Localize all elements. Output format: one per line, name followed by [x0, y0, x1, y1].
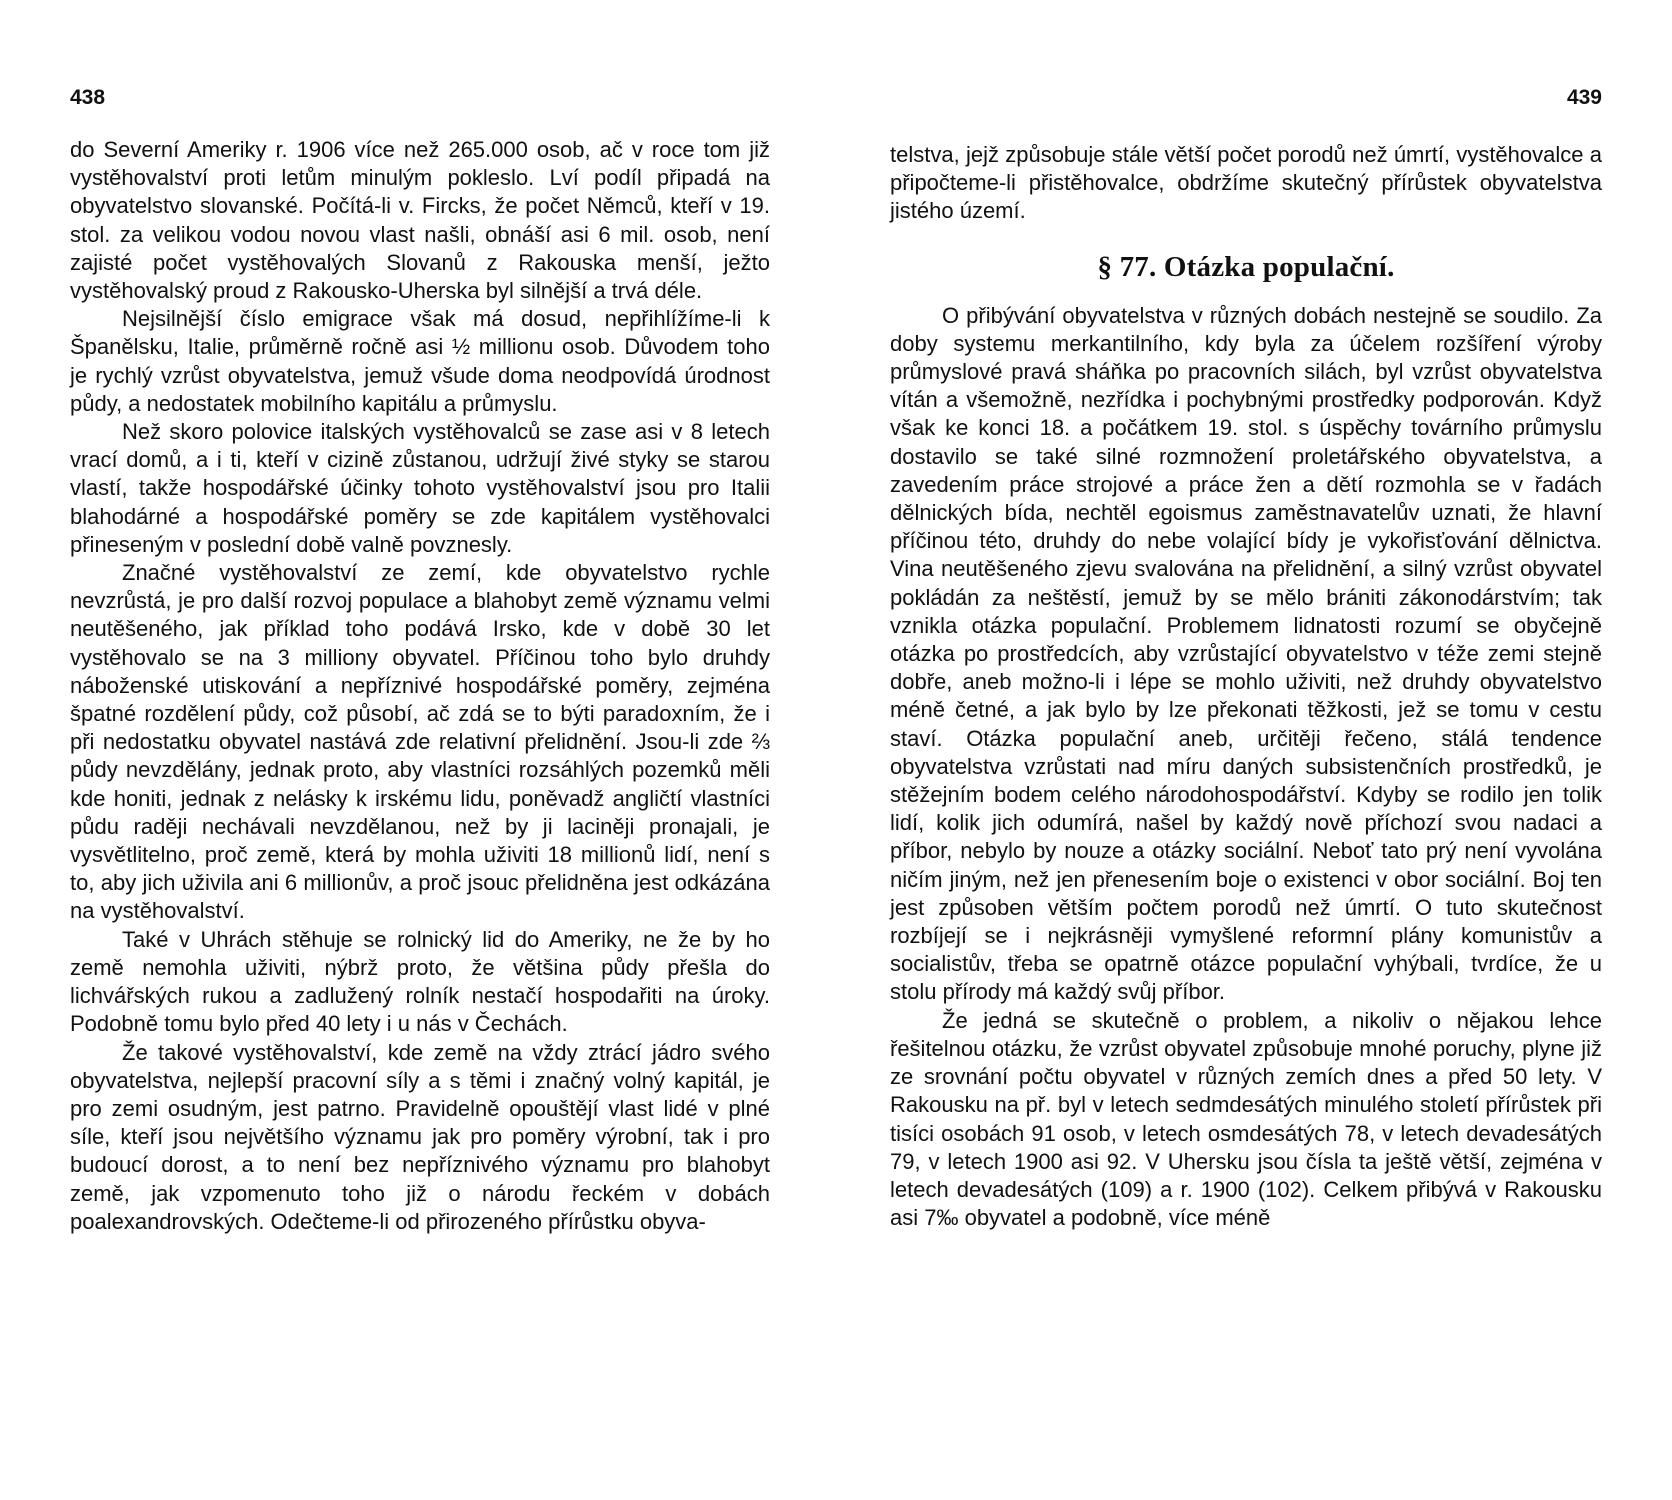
paragraph: Nejsilnější číslo emigrace však má dosud, nepřihlížíme-li k Španělsku, Italie, průměrně ročně asi ½ millionu osob. Důvodem toho je rychlý vzrůst obyvatelstva, jemuž všude doma neodpovídá úrodnost půdy, a nedostatek mobilního kapitálu a průmyslu.	[70, 306, 770, 416]
paragraph: do Severní Ameriky r. 1906 více než 265.000 osob, ač v roce tom již vystěhovalství proti letům minulým pokleslo. Lví podíl připadá na obyvatelstvo slovanské. Počítá-li v. Fircks, že počet Němců, kteří v 19. stol. za velikou vodou novou vlast našli, obnáší asi 6 mil. osob, není zajisté počet vystěhovalých Slovanů z Rakouska menší, ježto vystěhovalský proud z Rakousko-Uherska byl silnější a trvá déle.	[70, 137, 770, 304]
page-number-left: 438	[70, 86, 106, 109]
paragraph: Že takové vystěhovalství, kde země na vždy ztrácí jádro svého obyvatelstva, nejlepší pracovní síly a s těmi i značný volný kapitál, je pro zemi osudným, jest patrno. Pravidelně opouštějí vlast lidé v plné síle, kteří jsou největšího významu jak pro poměry výrobní, tak i pro budoucí dorost, a to není bez nepříznivého významu pro blahobyt země, jak vzpomenuto toho již o národu řeckém v dobách poalexandrovských. Odečteme-li od přirozeného přírůstku obyva-	[70, 1039, 770, 1234]
paragraph: Značné vystěhovalství ze zemí, kde obyvatelstvo rychle nevzrůstá, je pro další rozvoj populace a blahobyt země významu velmi neutěšeného, jak příklad toho podává Irsko, kde v době 30 let vystěhovalo se na 3 milliony obyvatel. Příčinou toho bylo druhdy náboženské utiskování a nepříznivé hospodářské poměry, zejména špatné rozdělení půdy, což působí, ač zdá se to býti paradoxním, že i při nedostatku obyvatel nastává zde relativní přelidnění. Jsou-li zde ⅔ půdy nevzdělány, jednak proto, aby vlastníci rozsáhlých pozemků měli kde honiti, jednak z nelásky k irskému lidu, poněvadž angličtí vlastníci půdu raději nechávali nevzdělanou, než by ji laciněji pronajali, je vysvětlitelno, proč země, která by mohla uživiti 18 millionů lidí, není s to, aby jich uživila ani 6 millionův, a proč jsouc přelidněna jest odkázána na vystěhovalství.	[70, 560, 770, 924]
paragraph: O přibývání obyvatelstva v různých dobách nestejně se soudilo. Za doby systemu merkantilního, kdy byla za účelem rozšíření výroby průmyslové pravá sháňka po pracovních silách, byl vzrůst obyvatelstva vítán a všemožně, nezřídka i pochybnými prostředky podporován. Když však ke konci 18. a počátkem 19. stol. s úspěchy továrního průmyslu dostavilo se také silné rozmnožení proletářského obyvatelstva, a zavedením práce strojové a práce žen a dětí rozmohla se v řadách dělnických bída, nechtěl egoismus zaměstnavatelův uznati, že hlavní příčinou této, druhdy do nebe volající bídy je vykořisťování dělnictva. Vina neutěšeného zjevu svalována na přelidnění, a silný vzrůst obyvatel pokládán za neštěstí, jemuž by se mělo brániti zákonodárstvím; tak vznikla otázka populační. Problemem lidnatosti rozumí se obyčejně otázka po prostředcích, aby vzrůstající obyvatelstvo v téže zemi stejně dobře, aneb možno-li i lépe se mohlo uživiti, než druhdy obyvatelstvo méně četné, a jak bylo by lze překonati těžkosti, jež se tomu v cestu staví. Otázka populační aneb, určitěji řečeno, stálá tendence obyvatelstva vzrůstati nad míru daných subsistenčních prostředků, je stěžejním bodem celého národohospodářství. Kdyby se rodilo jen tolik lidí, kolik jich odumírá, našel by každý nově příchozí svou nadaci a příbor, nebylo by nouze a otázky sociální. Neboť tato prý není vyvolána ničím jiným, než jen přenesením boje o existenci v obor sociální. Boj ten jest způsoben větším počtem porodů než úmrtí. O tuto skutečnost rozbíjejí se i nejkrásněji vymyšlené reformní plány komunistův a socialistův, třeba se opatrně otázce populační vyhýbali, tvrdíce, že u stolu přírody má každý svůj příbor.	[890, 302, 1602, 1005]
right-page	[836, 0, 1672, 1500]
section-heading: § 77. Otázka populační.	[1097, 250, 1395, 283]
page-number-right: 439	[1566, 86, 1602, 109]
left-page-text	[70, 136, 770, 1236]
paragraph: Než skoro polovice italských vystěhovalců se zase asi v 8 letech vrací domů, a i ti, kteří v cizině zůstanou, udržují živé styky se starou vlastí, takže hospodářské účinky tohoto vystěhovalství jsou pro Italii blahodárné a hospodářské poměry se zde kapitálem vystěhovalci přineseným v poslední době valně povznesly.	[70, 419, 770, 557]
continuation-paragraph: telstva, jejž způsobuje stále větší počet porodů než úmrtí, vystěhovalce a připočteme-li přistěhovalce, obdržíme skutečný přírůstek obyvatelstva jistého území.	[890, 142, 1602, 224]
paragraph: Že jedná se skutečně o problem, a nikoliv o nějakou lehce řešitelnou otázku, že vzrůst obyvatel způsobuje mnohé poruchy, plyne již ze srovnání počtu obyvatel v různých zemích dnes a před 50 lety. V Rakousku na př. byl v letech sedmdesátých minulého století přírůstek při tisíci osobách 91 osob, v letech osmdesátých 78, v letech devadesátých 79, v letech 1900 asi 92. V Uhersku jsou čísla ta ještě větší, zejména v letech devadesátých (109) a r. 1900 (102). Celkem přibývá v Rakousku asi 7‰ obyvatel a podobně, více méně	[890, 1007, 1602, 1231]
paragraph: Také v Uhrách stěhuje se rolnický lid do Ameriky, ne že by ho země nemohla uživiti, nýbrž proto, že většina půdy přešla do lichvářských rukou a zadlužený rolník nestačí hospodařiti na úroky. Podobně tomu bylo před 40 lety i u nás v Čechách.	[70, 926, 770, 1037]
right-page-text	[890, 141, 1602, 1232]
